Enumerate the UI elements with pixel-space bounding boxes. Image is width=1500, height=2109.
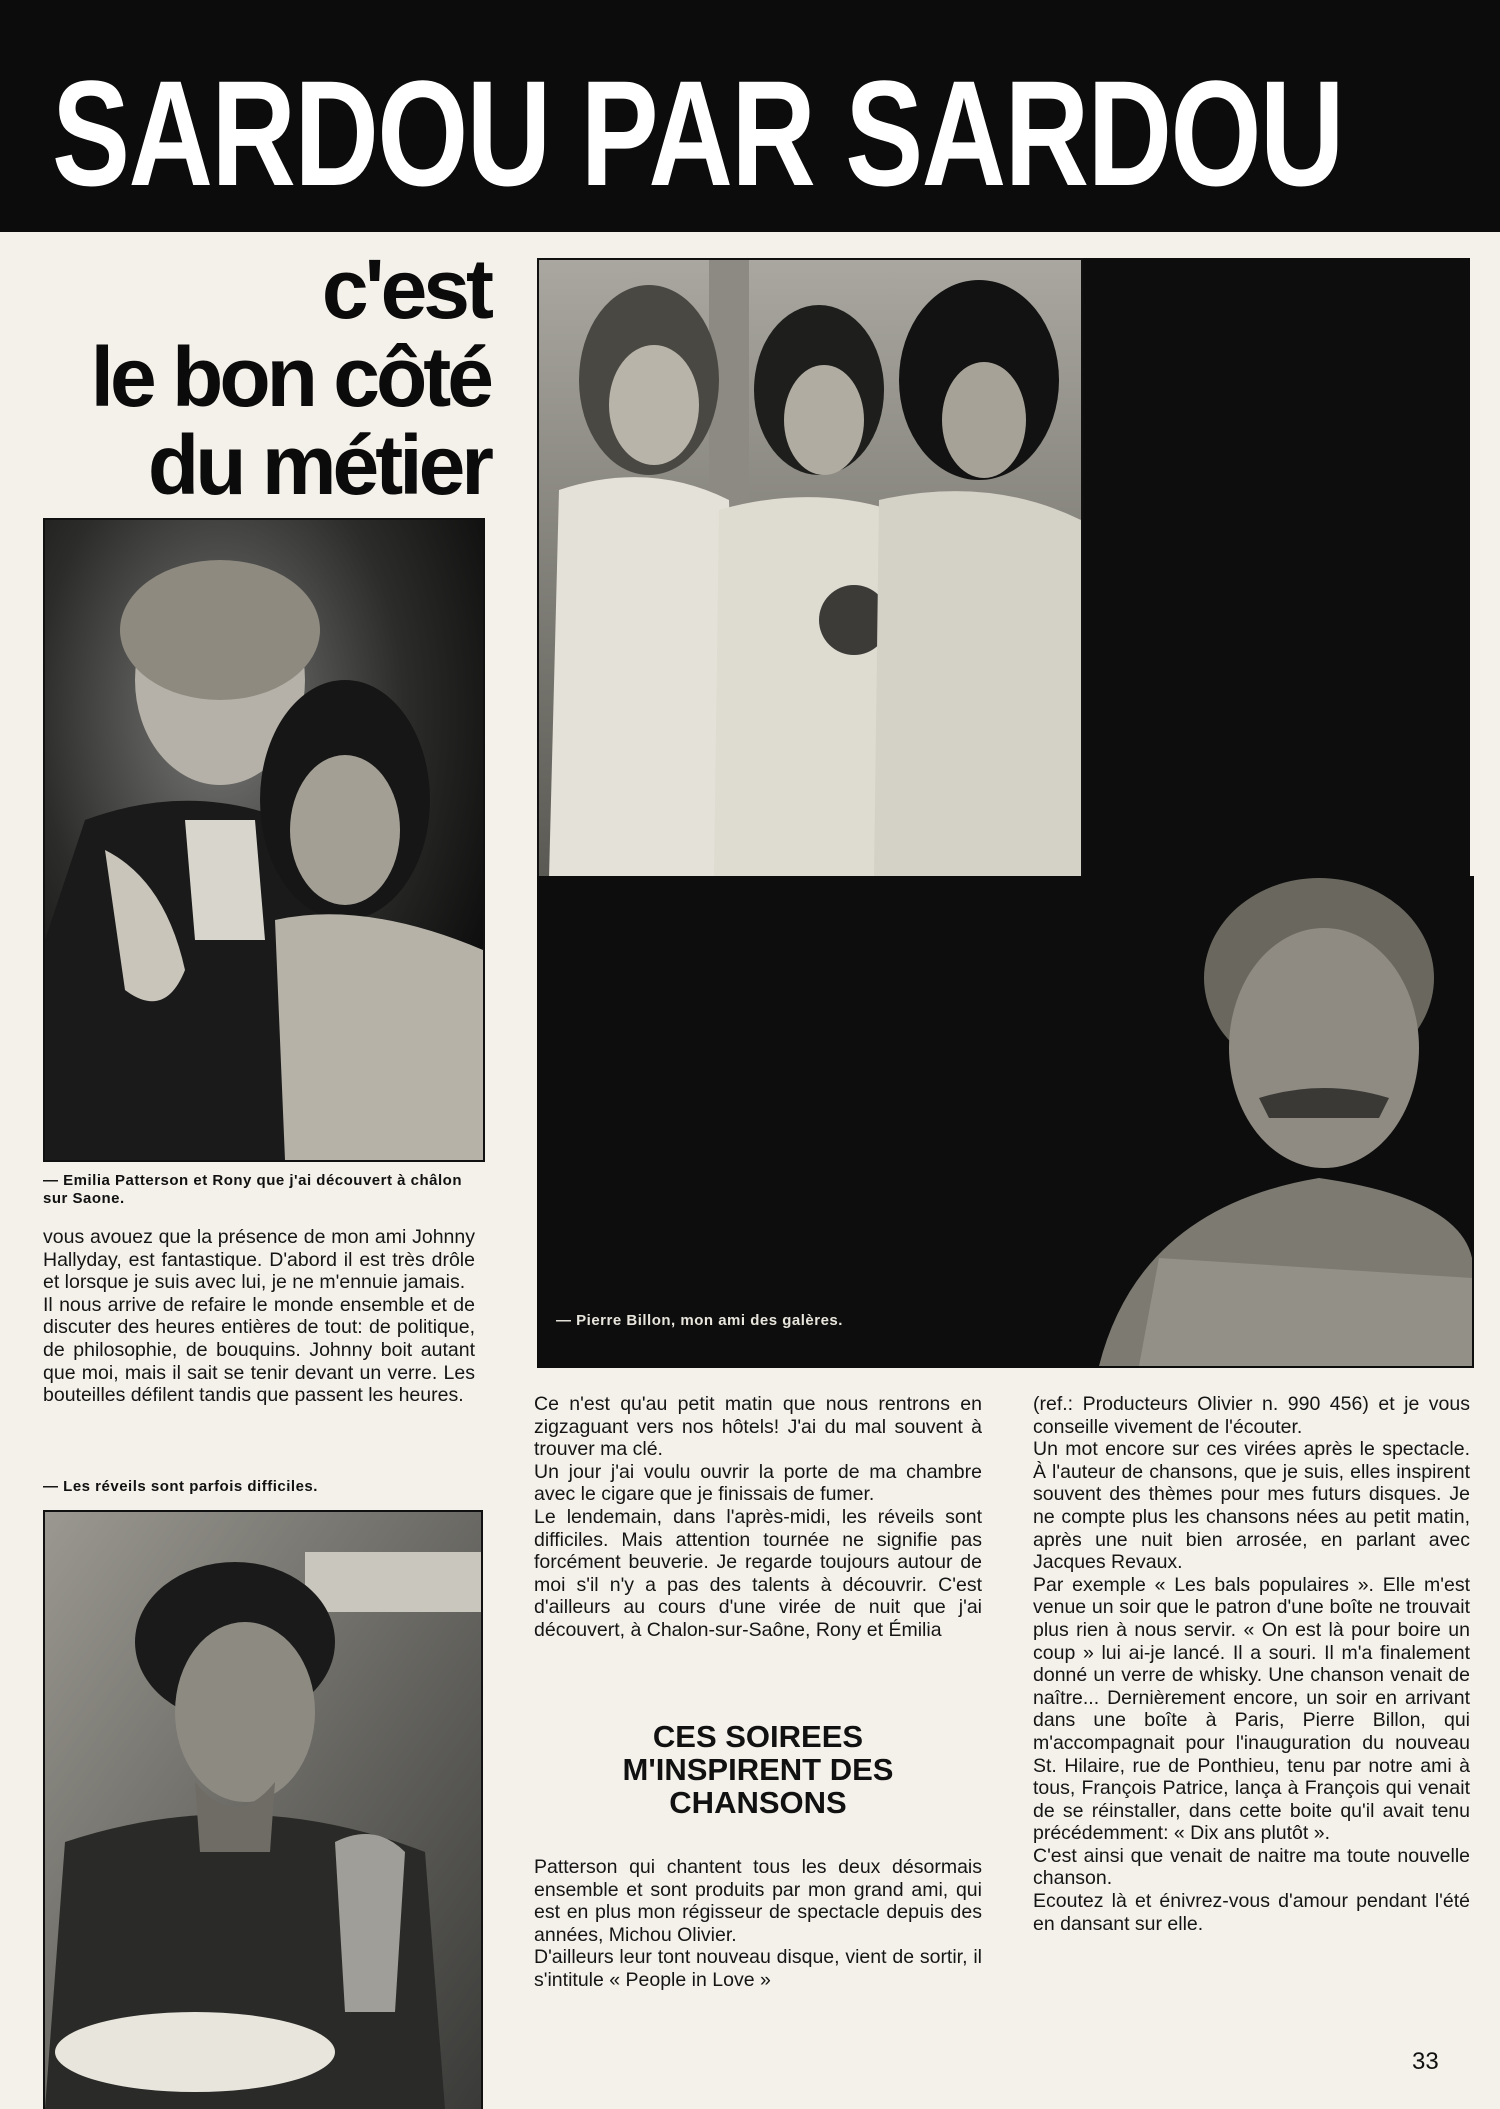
- column-3: [1033, 1393, 1470, 1935]
- column-3-paragraph-1: (ref.: Producteurs Olivier n. 990 456) et je vous conseille vivement de l'écouter.: [1033, 1393, 1470, 1438]
- column-2-paragraph-1: Ce n'est qu'au petit matin que nous rentrons en zigzaguant vers nos hôtels! J'ai du mal souvent à trouver ma clé.: [534, 1393, 982, 1461]
- photo-couple: [43, 518, 485, 1162]
- column-3-paragraph-2: Un mot encore sur ces virées après le spectacle. À l'auteur de chansons, que je suis, elles inspirent souvent des thèmes pour mes futurs disques. Je ne compte plus les chansons nées au petit matin, après une nuit bien arrosée, en parlant avec Jacques Revaux.: [1033, 1438, 1470, 1574]
- page-number: 33: [1412, 2048, 1439, 2075]
- column-2-paragraph-2: Un jour j'ai voulu ouvrir la porte de ma chambre avec le cigare que je finissais de fumer.: [534, 1460, 982, 1506]
- column-1: [43, 1226, 475, 1407]
- column-2-continued: [534, 1856, 982, 1992]
- column-3-paragraph-5: Ecoutez là et énivrez-vous d'amour pendant l'été en dansant sur elle.: [1033, 1890, 1470, 1935]
- subheading: CES SOIREES M'INSPIRENT DES CHANSONS: [622, 1719, 894, 1820]
- headline-line-1: c'est: [321, 242, 490, 336]
- column-3-paragraph-4: C'est ainsi que venait de naitre ma toute nouvelle chanson.: [1033, 1844, 1470, 1890]
- caption-couple: — Emilia Patterson et Rony que j'ai découvert à châlon sur Saone.: [43, 1172, 462, 1207]
- photo-trio: [537, 258, 1083, 880]
- masthead-banner: [0, 0, 1500, 232]
- column-2-paragraph-4: Patterson qui chantent tous les deux désormais ensemble et sont produits par mon grand ami, qui est en plus mon régisseur de spectacle depuis des années, Michou Olivier.: [534, 1856, 982, 1946]
- column-3-paragraph-3: Par exemple « Les bals populaires ». Elle m'est venue un soir que le patron d'une boîte ne trouvait plus rien à nous servir. « On est là pour boire un coup » lui ai-je lancé. Il a souri. Il m'a finalement donné un verre de whisky. Une chanson venait de naître... Dernièrement encore, un soir en arrivant dans une boîte à Paris, Pierre Billon, qui m'accompagnait pour l'inauguration du nouveau St. Hilaire, rue de Ponthieu, tenu par notre ami à tous, François Patrice, lança à François qui venait de se réinstaller, dans cette boite qu'il avait tenu précédemment: « Dix ans plutôt ».: [1033, 1573, 1470, 1845]
- page-title: SARDOU PAR SARDOU: [52, 49, 1343, 217]
- headline: [70, 242, 490, 512]
- caption-billon: — Pierre Billon, mon ami des galères.: [556, 1312, 843, 1329]
- column-2: [534, 1393, 982, 1642]
- caption-reveils: — Les réveils sont parfois difficiles.: [43, 1478, 318, 1495]
- column-1-paragraph-2: Il nous arrive de refaire le monde ensemble et de discuter des heures entières de tout: de politique, de philosophie, de bouquins. Johnny boit autant que moi, mais il sait se tenir devant un verre. Les bouteilles défilent tandis que passent les heures.: [43, 1293, 475, 1407]
- headline-line-2: le bon côté: [90, 330, 490, 424]
- headline-line-3: du métier: [147, 418, 490, 512]
- photo-hallyday: [43, 1510, 483, 2109]
- column-2-paragraph-3: Le lendemain, dans l'après-midi, les réveils sont difficiles. Mais attention tournée ne signifie pas forcément beuverie. Je regarde toujours autour de moi s'il n'y a pas des talents à découvrir. C'est d'ailleurs au cours d'une virée de nuit que j'ai découvert, à Chalon-sur-Saône, Rony et Émilia: [534, 1505, 982, 1641]
- photo-billon: [537, 876, 1474, 1368]
- column-2-paragraph-5: D'ailleurs leur tont nouveau disque, vient de sortir, il s'intitule « People in Love »: [534, 1946, 982, 1991]
- column-1-paragraph-1: vous avouez que la présence de mon ami Johnny Hallyday, est fantastique. D'abord il est très drôle et lorsque je suis avec lui, je ne m'ennuie jamais.: [43, 1226, 475, 1294]
